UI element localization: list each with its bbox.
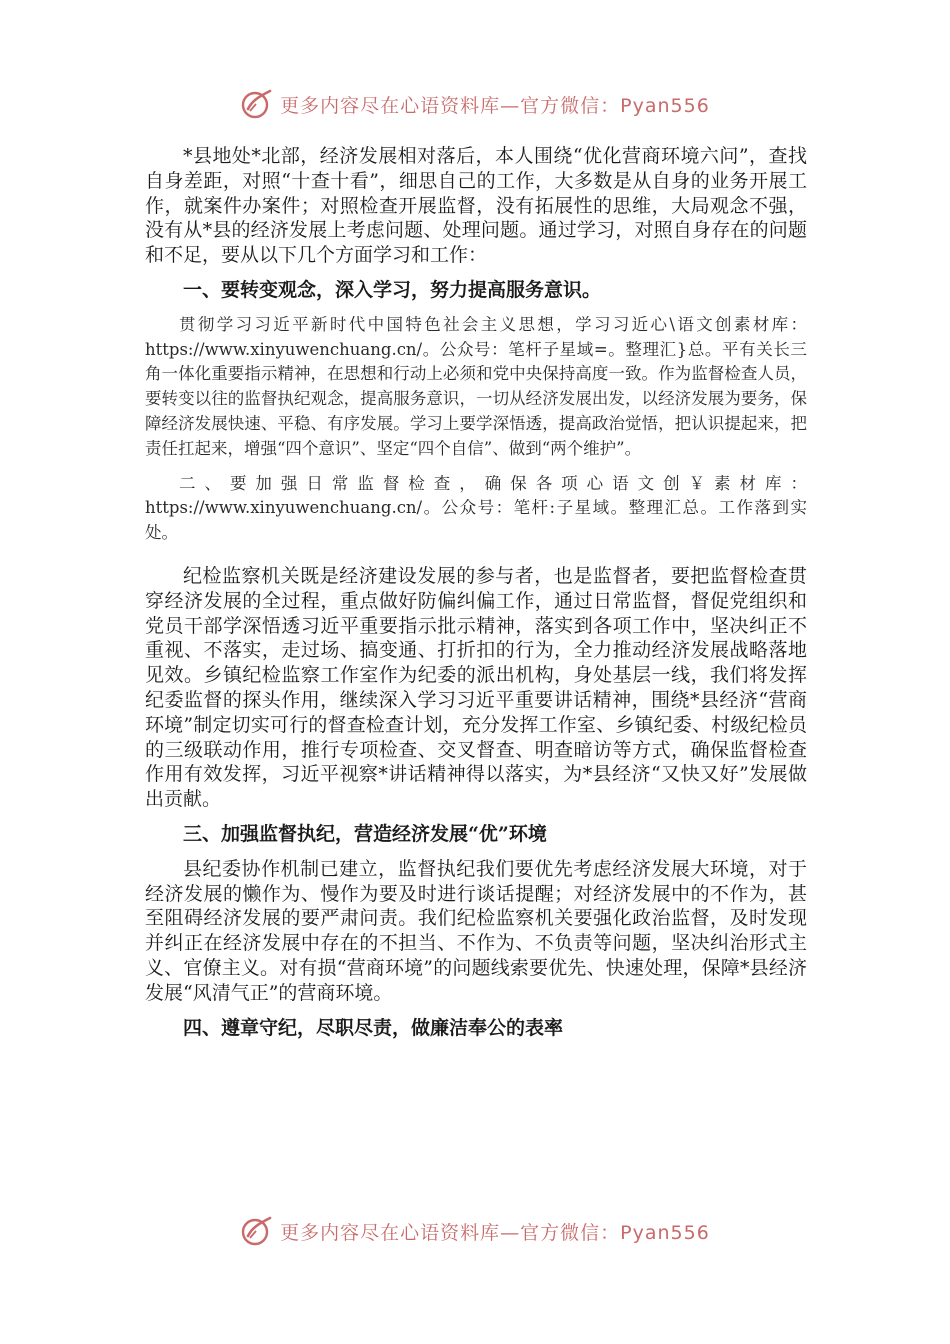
paragraph-4: 县纪委协作机制已建立，监督执纪我们要优先考虑经济发展大环境，对于经济发展的懒作为、慢作为要及时进行谈话提醒；对经济发展中的不作为，甚至阻碍经济发展的要严肃问责。我们纪检监察机关要强化政治监督，及时发现并纠正在经济发展中存在的不担当、不作为、不负责等问题，坚决纠治形式主义、官僚主义。对有损“营商环境”的问题线索要优先、快速处理，保障*县经济发展“风清气正”的营商环境。	[145, 857, 807, 1004]
section-heading-1: 一、要转变观念，深入学习，努力提高服务意识。	[183, 278, 602, 301]
paragraph-2: 二、要加强日常监督检查，确保各项心语文创￥素材库：https://www.xinyuwenchuang.cn/。公众号：笔杆:子星域。整理汇总。工作落到实处。	[145, 473, 807, 543]
document-body	[145, 144, 807, 1040]
pen-circle-logo-icon	[240, 1214, 274, 1248]
banner-text: 更多内容尽在心语资料库—官方微信：Pyan556	[280, 1221, 710, 1244]
banner-wechat-id: Pyan556	[620, 1221, 710, 1244]
pen-circle-logo-icon	[240, 87, 274, 121]
header-watermark-banner	[0, 84, 950, 124]
section-heading-4: 四、遵章守纪，尽职尽责，做廉洁奉公的表率	[183, 1016, 564, 1039]
intro-paragraph: *县地处*北部，经济发展相对落后，本人围绕“优化营商环境六问”，查找自身差距，对照“十查十看”，细思自己的工作，大多数是从自身的业务开展工作，就案件办案件；对照检查开展监督，没有拓展性的思维，大局观念不强，没有从*县的经济发展上考虑问题、处理问题。通过学习，对照自身存在的问题和不足，要从以下几个方面学习和工作：	[145, 145, 807, 267]
section-heading-3: 三、加强监督执纪，营造经济发展“优”环境	[183, 822, 547, 845]
paragraph-1: 贯彻学习习近平新时代中国特色社会主义思想，学习习近心\语文创素材库：https://www.xinyuwenchuang.cn/。公众号：笔杆子星域=。整理汇}总。平有关长三角一体化重要指示精神，在思想和行动上必须和党中央保持高度一致。作为监督检查人员，要转变以往的监督执纪观念，提高服务意识，一切从经济发展出发，以经济发展为要务，保障经济发展快速、平稳、有序发展。学习上要学深悟透，提高政治觉悟，把认识提起来，把责任扛起来，增强“四个意识”、坚定“四个自信”、做到“两个维护”。	[145, 314, 807, 458]
footer-watermark-banner	[0, 1211, 950, 1251]
paragraph-3: 纪检监察机关既是经济建设发展的参与者，也是监督者，要把监督检查贯穿经济发展的全过程，重点做好防偏纠偏工作，通过日常监督，督促党组织和党员干部学深悟透习近平重要指示批示精神，落实到各项工作中，坚决纠正不重视、不落实，走过场、搞变通、打折扣的行为，全力推动经济发展战略落地见效。乡镇纪检监察工作室作为纪委的派出机构，身处基层一线，我们将发挥纪委监督的探头作用，继续深入学习习近平重要讲话精神，围绕*县经济“营商环境”制定切实可行的督查检查计划，充分发挥工作室、乡镇纪委、村级纪检员的三级联动作用，推行专项检查、交叉督查、明查暗访等方式，确保监督检查作用有效发挥，习近平视察*讲话精神得以落实，为*县经济“又快又好”发展做出贡献。	[145, 564, 807, 811]
banner-text: 更多内容尽在心语资料库—官方微信：Pyan556	[280, 94, 710, 117]
banner-wechat-id: Pyan556	[620, 94, 710, 117]
